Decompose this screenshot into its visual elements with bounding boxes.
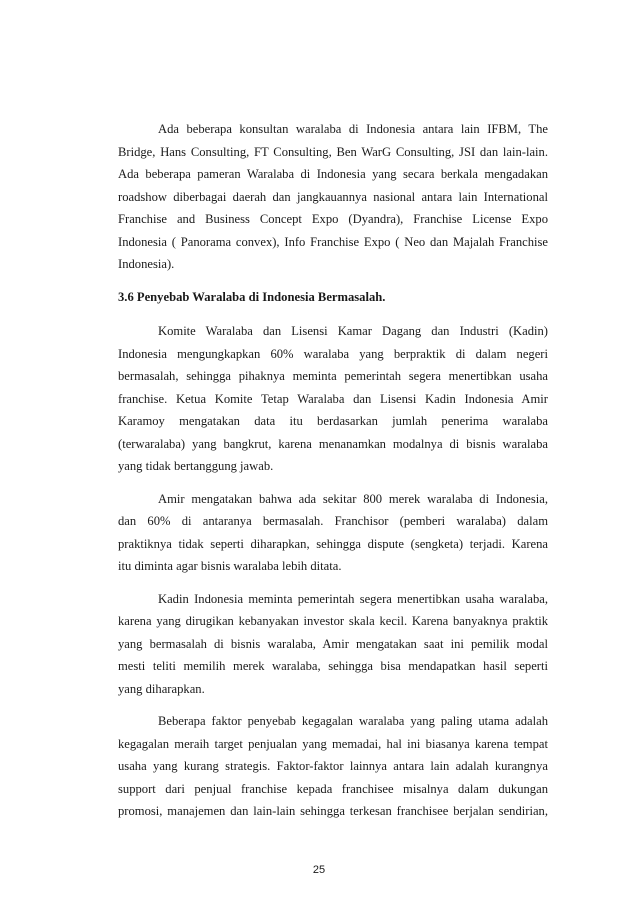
text-line: Amir mengatakan bahwa ada sekitar 800 merek waralaba di Indonesia, xyxy=(158,491,548,506)
text-line: roadshow diberbagai daerah dan jangkauannya nasional antara lain International xyxy=(118,189,548,204)
paragraph-kadin-committee xyxy=(118,320,548,478)
section-heading: 3.6 Penyebab Waralaba di Indonesia Bermasalah. xyxy=(118,289,386,304)
text-line: praktiknya tidak seperti diharapkan, sehingga dispute (sengketa) terjadi. Karena xyxy=(118,536,548,551)
text-line: Indonesia mengungkapkan 60% waralaba yang berpraktik di dalam negeri xyxy=(118,346,548,361)
text-line: Indonesia). xyxy=(118,257,175,271)
paragraph-kadin-request xyxy=(118,588,548,701)
paragraph-amir-800-brands xyxy=(118,488,548,578)
text-line: Franchise and Business Concept Expo (Dyandra), Franchise License Expo xyxy=(118,212,548,226)
text-line: Beberapa faktor penyebab kegagalan waralaba yang paling utama adalah xyxy=(158,714,548,728)
text-line: mesti teliti memilih merek waralaba, sehingga bisa mendapatkan hasil seperti xyxy=(118,659,548,673)
text-line: (terwaralaba) yang bangkrut, karena menanamkan modalnya di bisnis waralaba xyxy=(118,436,548,451)
paragraph-failure-factors xyxy=(118,710,548,823)
page-number: 25 xyxy=(312,864,326,876)
text-line: bermasalah, sehingga pihaknya meminta pemerintah segera menertibkan usaha xyxy=(118,369,548,383)
text-line: Komite Waralaba dan Lisensi Kamar Dagang dan Industri (Kadin) xyxy=(158,324,548,338)
text-line: Indonesia ( Panorama convex), Info Franchise Expo ( Neo dan Majalah Franchise xyxy=(118,234,548,249)
text-line: support dari penjual franchise kepada franchisee misalnya dalam dukungan xyxy=(118,781,548,796)
text-line: yang tidak bertanggung jawab. xyxy=(118,459,274,473)
paragraph-consultants xyxy=(118,118,548,276)
text-line: Karamoy mengatakan data itu berdasarkan jumlah penerima waralaba xyxy=(118,414,548,428)
text-line: Ada beberapa konsultan waralaba di Indonesia antara lain IFBM, The xyxy=(158,122,548,136)
document-body xyxy=(118,118,548,833)
text-line: Bridge, Hans Consulting, FT Consulting, Ben WarG Consulting, JSI dan lain-lain. xyxy=(118,144,548,159)
text-line: Kadin Indonesia meminta pemerintah segera menertibkan usaha waralaba, xyxy=(158,591,548,606)
text-line: franchise. Ketua Komite Tetap Waralaba dan Lisensi Kadin Indonesia Amir xyxy=(118,391,548,406)
text-line: promosi, manajemen dan lain-lain sehingga terkesan franchisee berjalan sendirian, xyxy=(118,804,548,818)
text-line: dan 60% di antaranya bermasalah. Franchisor (pemberi waralaba) dalam xyxy=(118,514,548,528)
text-line: yang diharapkan. xyxy=(118,681,205,696)
text-line: karena yang dirugikan kebanyakan investor skala kecil. Karena banyaknya praktik xyxy=(118,614,548,628)
text-line: usaha yang kurang strategis. Faktor-faktor lainnya antara lain adalah kurangnya xyxy=(118,759,548,773)
text-line: itu diminta agar bisnis waralaba lebih ditata. xyxy=(118,559,342,573)
text-line: Ada beberapa pameran Waralaba di Indonesia yang secara berkala mengadakan xyxy=(118,167,548,181)
text-line: yang bermasalah di bisnis waralaba, Amir mengatakan saat ini pemilik modal xyxy=(118,636,548,651)
text-line: kegagalan meraih target penjualan yang memadai, hal ini biasanya karena tempat xyxy=(118,736,548,751)
